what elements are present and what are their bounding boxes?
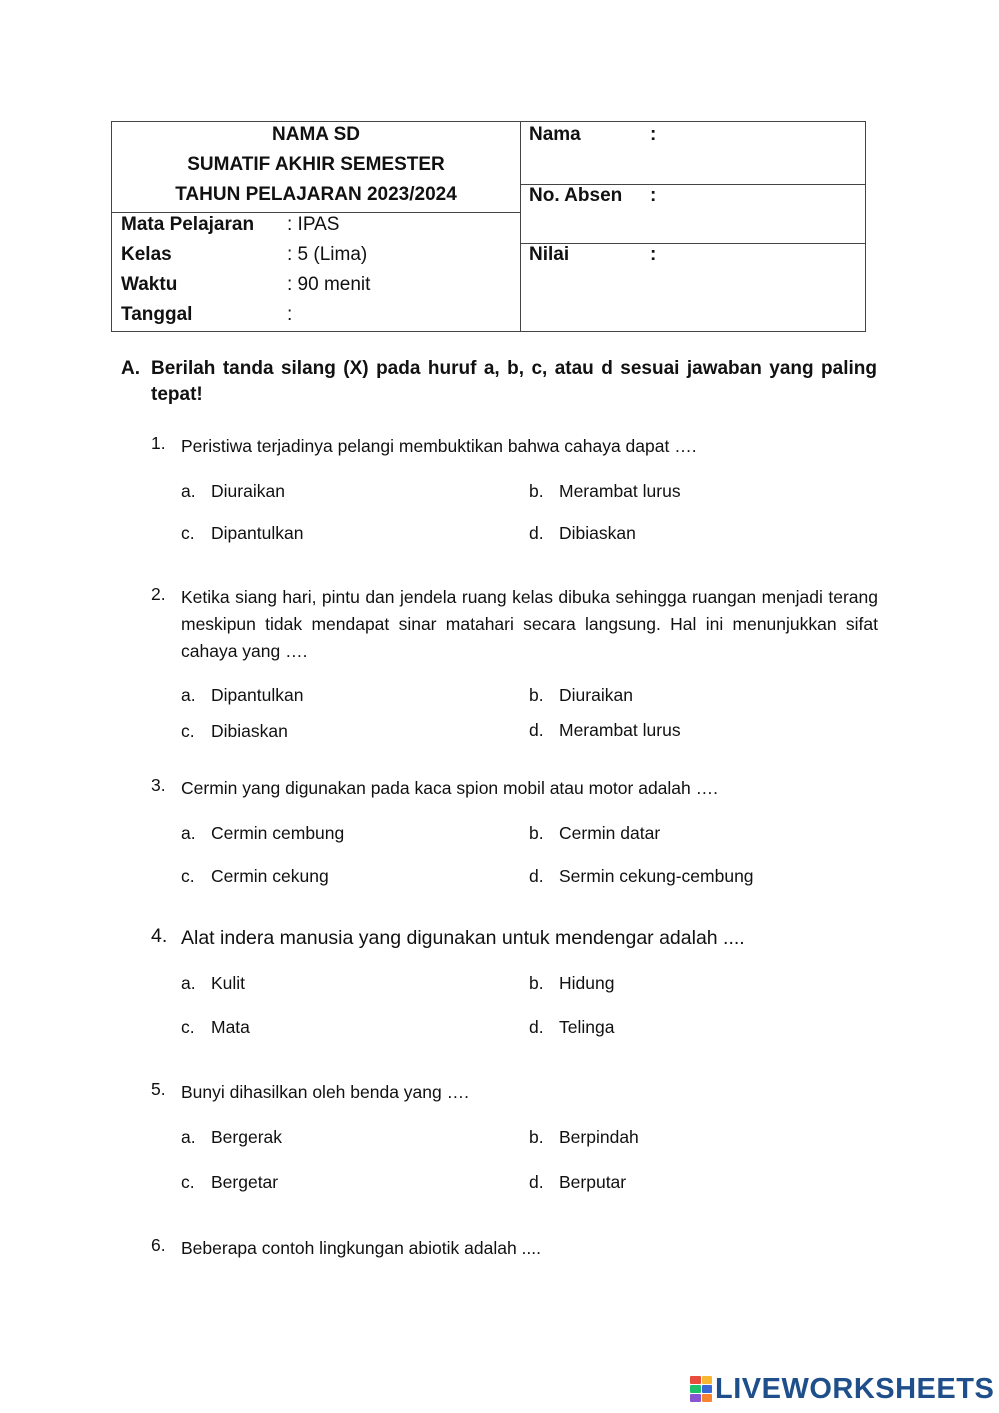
question-number: 5. — [151, 1079, 166, 1099]
option-text: Dipantulkan — [211, 685, 304, 705]
option-text: Diuraikan — [211, 481, 285, 501]
info-value: : 90 menit — [287, 274, 371, 295]
section-marker: A. — [121, 358, 140, 379]
info-label: Mata Pelajaran — [121, 214, 255, 235]
table-divider — [112, 212, 520, 213]
option-letter: b. — [529, 973, 544, 993]
option-letter: d. — [529, 1017, 544, 1037]
question-number: 6. — [151, 1235, 166, 1255]
info-value: : — [287, 304, 293, 325]
option-text: Bergerak — [211, 1127, 283, 1147]
option-letter: c. — [181, 866, 195, 886]
info-value: : 5 (Lima) — [287, 244, 368, 265]
table-divider — [520, 122, 521, 331]
instruction-text: Berilah tanda silang (X) pada huruf a, b, c, atau d sesuai jawaban yang paling tepat! — [151, 358, 877, 405]
field-label: Nama — [529, 124, 581, 145]
option-text: Mata — [211, 1017, 250, 1037]
option-letter: a. — [181, 973, 196, 993]
school-name: NAMA SD — [272, 124, 360, 145]
option-letter: b. — [529, 823, 544, 843]
header-table — [111, 121, 866, 332]
option-text: Dibiaskan — [211, 721, 288, 741]
option-letter: d. — [529, 720, 544, 740]
field-colon: : — [650, 185, 657, 206]
option-text: Bergetar — [211, 1172, 279, 1192]
option-letter: d. — [529, 866, 544, 886]
option-text: Merambat lurus — [559, 720, 681, 740]
question-number: 1. — [151, 433, 166, 453]
logo-text: LIVEWORKSHEETS — [715, 1372, 995, 1405]
option-letter: c. — [181, 523, 195, 543]
option-letter: d. — [529, 523, 544, 543]
option-letter: c. — [181, 721, 195, 741]
exam-title: SUMATIF AKHIR SEMESTER — [187, 154, 445, 175]
question-number: 2. — [151, 584, 166, 604]
info-value: : IPAS — [287, 214, 340, 235]
logo-tile — [702, 1376, 713, 1384]
option-text: Berputar — [559, 1172, 627, 1192]
logo-tile — [702, 1385, 713, 1393]
option-letter: a. — [181, 685, 196, 705]
liveworksheets-logo — [690, 1372, 994, 1406]
option-text: Sermin cekung-cembung — [559, 866, 754, 886]
option-text: Berpindah — [559, 1127, 639, 1147]
question-text: Beberapa contoh lingkungan abiotik adalah .... — [181, 1238, 541, 1258]
field-colon: : — [650, 244, 657, 265]
option-letter: a. — [181, 823, 196, 843]
question-number: 3. — [151, 775, 166, 795]
logo-tile — [690, 1376, 701, 1384]
option-letter: a. — [181, 1127, 196, 1147]
question-text: Ketika siang hari, pintu dan jendela ruang kelas dibuka sehingga ruangan menjadi terang meskipun tidak mendapat sinar matahari secara langsung. Hal ini menunjukkan sifat cahaya yang …. — [181, 587, 878, 661]
info-label: Kelas — [121, 244, 172, 265]
option-text: Dipantulkan — [211, 523, 304, 543]
option-text: Merambat lurus — [559, 481, 681, 501]
option-letter: b. — [529, 1127, 544, 1147]
field-colon: : — [650, 124, 657, 145]
question-text: Peristiwa terjadinya pelangi membuktikan bahwa cahaya dapat …. — [181, 436, 697, 456]
option-text: Cermin cembung — [211, 823, 345, 843]
option-letter: c. — [181, 1172, 195, 1192]
field-label: No. Absen — [529, 185, 623, 206]
option-text: Dibiaskan — [559, 523, 636, 543]
table-divider — [520, 243, 865, 244]
info-label: Tanggal — [121, 304, 193, 325]
logo-tile — [690, 1394, 701, 1402]
option-letter: c. — [181, 1017, 195, 1037]
question-text: Alat indera manusia yang digunakan untuk mendengar adalah .... — [181, 927, 745, 949]
academic-year: TAHUN PELAJARAN 2023/2024 — [175, 184, 457, 205]
question-number: 4. — [151, 925, 168, 947]
option-letter: b. — [529, 481, 544, 501]
option-text: Diuraikan — [559, 685, 633, 705]
option-text: Cermin datar — [559, 823, 661, 843]
option-letter: a. — [181, 481, 196, 501]
info-label: Waktu — [121, 274, 178, 295]
option-letter: b. — [529, 685, 544, 705]
option-text: Cermin cekung — [211, 866, 329, 886]
field-label: Nilai — [529, 244, 570, 265]
question-text: Bunyi dihasilkan oleh benda yang …. — [181, 1082, 469, 1102]
logo-tile — [690, 1385, 701, 1393]
option-text: Hidung — [559, 973, 615, 993]
option-text: Telinga — [559, 1017, 615, 1037]
option-text: Kulit — [211, 973, 246, 993]
liveworksheets-icon — [690, 1376, 712, 1402]
option-letter: d. — [529, 1172, 544, 1192]
logo-tile — [702, 1394, 713, 1402]
question-text: Cermin yang digunakan pada kaca spion mobil atau motor adalah …. — [181, 778, 718, 798]
